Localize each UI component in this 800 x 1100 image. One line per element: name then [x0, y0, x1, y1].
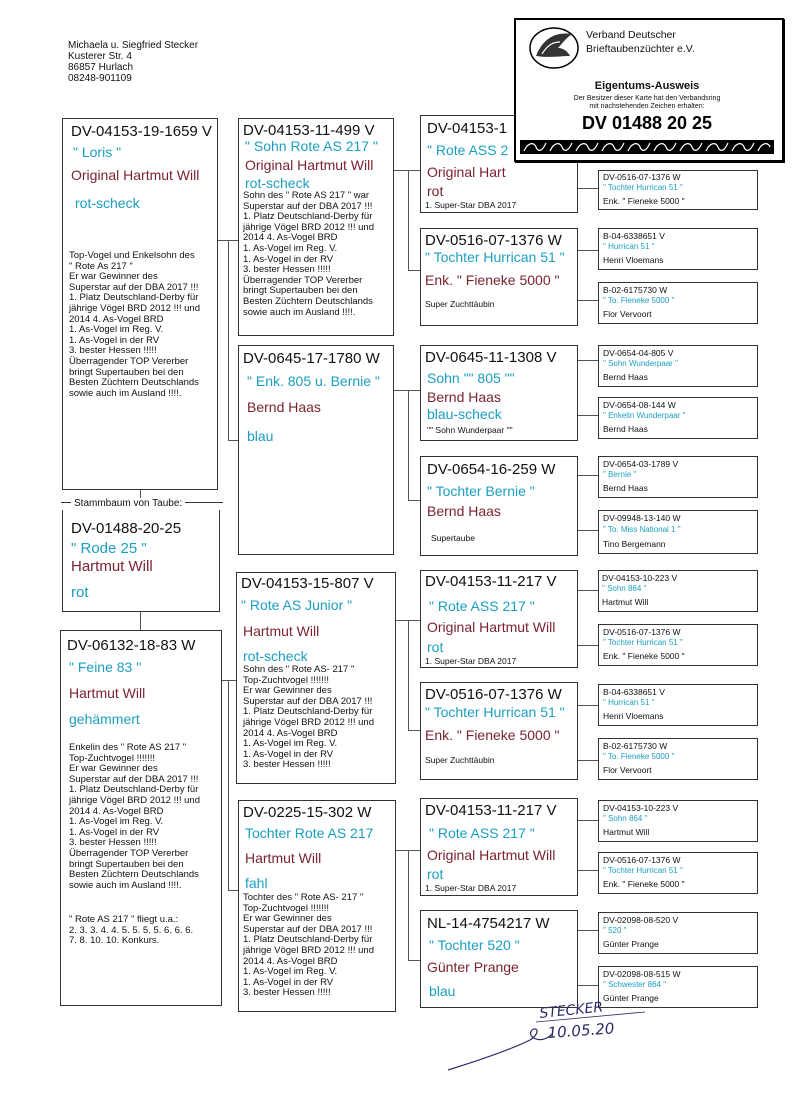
g3-breeder: Günter Prange — [427, 959, 519, 975]
g4-name: " Hurrican 51 " — [603, 242, 655, 251]
g3-ring: DV-0516-07-1376 W — [425, 232, 562, 249]
g4-box-7 — [598, 510, 758, 554]
subject-color: rot — [71, 584, 89, 601]
card-title: Eigentums-Ausweis — [594, 80, 700, 92]
g3-note: 1. Super-Star DBA 2017 — [425, 883, 517, 893]
g4-ring: DV-0516-07-1376 W — [603, 172, 681, 182]
subject-name: " Rode 25 " — [71, 540, 147, 557]
g4-ring: DV-0654-08-144 W — [603, 400, 676, 410]
connector-line — [394, 390, 420, 391]
svg-text:STECKER: STECKER — [538, 999, 604, 1022]
g4-name: " Tochter Hurrican 51 " — [603, 183, 683, 192]
g3-name: " Rote ASS 2 — [427, 142, 509, 158]
g4-ring: DV-0516-07-1376 W — [603, 855, 681, 865]
connector-line — [578, 415, 598, 416]
connector-line — [228, 680, 229, 890]
card-subtitle-line2: mit nachstehenden Zeichen erhalten: — [589, 103, 705, 110]
g3-ring: DV-04153-1 — [427, 120, 508, 137]
g3-breeder: Original Hart — [427, 164, 506, 180]
subject-breeder: Hartmut Will — [71, 558, 153, 575]
g3-name: " Tochter Hurrican 51 " — [425, 249, 565, 265]
g4-breeder: Bernd Haas — [603, 424, 648, 434]
g3-breeder: Original Hartmut Will — [427, 847, 556, 863]
mf-color: rot-scheck — [243, 648, 308, 664]
g3-ring: DV-04153-11-217 V — [425, 573, 557, 590]
g3-color: rot — [427, 866, 444, 882]
g4-breeder: Henri Vloemans — [603, 711, 664, 721]
g4-name: " Sohn Wunderpaar " — [603, 359, 678, 368]
father-notes: Top-Vogel und Enkelsohn des " Rote As 217 " Er war Gewinner des Superstar auf der DBA 2017 !!! 1. Platz Deutschland-Derby für jährige Vögel BRD 2012 !!! und 2014 4. As-Vogel BRD 1. As-Vogel im Reg. V. 1. As-Vogel in der RV 3. bester Hessen !!!!! Überragender TOP Vererber bringt Supertauben bei den Besten Züchtern Deutschlands sowie auch im Ausland !!!!. — [69, 250, 200, 399]
connector-line — [578, 820, 598, 821]
connector-line — [228, 890, 238, 891]
ownership-card — [514, 18, 784, 162]
g4-breeder: Enk. " Fieneke 5000 " — [603, 879, 685, 889]
g4-name: " Tochter Hurrican 51 " — [603, 866, 683, 875]
connector-line — [578, 188, 598, 189]
g4-ring: B-02-6175730 W — [603, 741, 668, 751]
card-ornament-band — [520, 140, 774, 154]
connector-line — [228, 240, 229, 440]
connector-line — [408, 390, 409, 500]
g4-breeder: Henri Vloemans — [603, 255, 664, 265]
fm-breeder: Bernd Haas — [247, 399, 321, 415]
connector-line — [578, 705, 598, 706]
connector-line — [578, 645, 598, 646]
g3-breeder: Enk. " Fieneke 5000 " — [425, 272, 560, 288]
connector-line — [140, 612, 141, 630]
dove-logo-icon — [528, 26, 580, 70]
mf-name: " Rote AS Junior " — [241, 597, 353, 613]
g4-name: " Enkelin Wunderpaar " — [603, 411, 686, 420]
connector-line — [578, 870, 598, 871]
father-color: rot-scheck — [75, 195, 140, 211]
connector-line — [408, 730, 420, 731]
connector-line — [578, 250, 598, 251]
g3-note: "" Sohn Wunderpaar "" — [427, 425, 513, 435]
connector-line — [408, 500, 420, 501]
g4-name: " Bernie " — [603, 470, 637, 479]
g4-ring: B-04-6338651 V — [603, 687, 665, 697]
g3-name: Sohn "" 805 "" — [427, 370, 515, 386]
g4-ring: DV-0654-03-1789 V — [603, 459, 679, 469]
g3-breeder: Bernd Haas — [427, 503, 501, 519]
subject-pigeon-box — [62, 498, 220, 612]
fm-box — [238, 345, 394, 555]
g4-breeder: Günter Prange — [603, 939, 659, 949]
g3-ring: NL-14-4754217 W — [427, 915, 550, 932]
g4-breeder: Günter Prange — [603, 993, 659, 1003]
g3-note: Super Zuchttäubin — [425, 755, 495, 765]
mother-box — [60, 630, 222, 1006]
connector-line — [408, 170, 409, 270]
mf-notes: Sohn des " Rote AS- 217 " Top-Zuchtvogel !!!!!!! Er war Gewinner des Superstar auf der DBA 2017 !!! 1. Platz Deutschland-Derby für jährige Vögel BRD 2012 !!! und 2014 4. As-Vogel BRD 1. As-Vogel im Reg. V. 1. As-Vogel in der RV 3. bester Hessen !!!!! — [243, 664, 374, 771]
g4-name: " Schwester 864 " — [603, 980, 667, 989]
ff-notes: Sohn des " Rote AS 217 " war Superstar auf der DBA 2017 !!! 1. Platz Deutschland-Derby für jährige Vögel BRD 2012 !!! und 2014 4. As-Vogel BRD 1. As-Vogel im Reg. V. 1. As-Vogel in der RV 3. bester Hessen !!!!! Überragender TOP Vererber bringt Supertauben bei den Besten Züchtern Deutschlands sowie auch im Ausland !!!!. — [243, 190, 374, 318]
g4-breeder: Hartmut Will — [603, 827, 650, 837]
mf-box — [236, 572, 396, 784]
g3-box-6 — [420, 682, 578, 780]
g3-ring: DV-04153-11-217 V — [425, 802, 557, 819]
connector-line — [578, 590, 598, 591]
g4-name: " To. Fieneke 5000 " — [603, 296, 675, 305]
g3-breeder: Original Hartmut Will — [427, 619, 556, 635]
g3-ring: DV-0654-16-259 W — [427, 461, 556, 478]
g4-name: " To. Miss National 1 " — [603, 525, 681, 534]
svg-text:10.05.20: 10.05.20 — [547, 1019, 615, 1042]
g4-box-5 — [598, 397, 758, 439]
connector-line — [578, 360, 598, 361]
g4-breeder: Flor Vervoort — [603, 309, 652, 319]
g4-box-4 — [598, 345, 758, 387]
g3-note: 1. Super-Star DBA 2017 — [425, 200, 517, 210]
g4-name: " Sohn 864 " — [602, 584, 647, 593]
connector-line — [394, 170, 420, 171]
g3-color: rot — [427, 183, 444, 199]
g4-ring: DV-0516-07-1376 W — [603, 627, 681, 637]
g3-breeder: Enk. " Fieneke 5000 " — [425, 727, 560, 743]
g3-box-3 — [420, 345, 578, 441]
connector-line — [228, 440, 238, 441]
fm-name: " Enk. 805 u. Bernie " — [247, 373, 380, 389]
g4-name: " Sohn 864 " — [603, 814, 648, 823]
card-org-line2: Brieftaubenzüchter e.V. — [586, 43, 695, 55]
g3-box-4 — [420, 456, 578, 556]
g4-box-10 — [598, 684, 758, 726]
g4-box-12 — [598, 800, 758, 842]
owner-address — [68, 40, 198, 84]
mm-breeder: Hartmut Will — [245, 850, 322, 866]
g4-box-6 — [598, 456, 758, 498]
g4-breeder: Hartmut Will — [602, 597, 649, 607]
g4-box-13 — [598, 852, 758, 894]
card-subtitle-line1: Der Besitzer dieser Karte hat den Verbandsring — [573, 95, 721, 102]
owner-name: Michaela u. Siegfried Stecker — [68, 40, 199, 51]
g3-ring: DV-0516-07-1376 W — [425, 686, 562, 703]
ff-name: " Sohn Rote AS 217 " — [245, 138, 378, 154]
father-name: " Loris " — [73, 144, 122, 160]
ff-color: rot-scheck — [245, 175, 310, 191]
g4-box-11 — [598, 738, 758, 780]
g3-color: rot — [427, 639, 444, 655]
connector-line — [394, 620, 420, 621]
g4-box-8 — [598, 570, 758, 612]
g3-name: " Rote ASS 217 " — [429, 598, 535, 614]
connector-line — [578, 530, 598, 531]
g4-ring: DV-04153-10-223 V — [602, 573, 678, 583]
g3-ring: DV-0645-11-1308 V — [425, 349, 557, 366]
g4-box-1 — [598, 170, 758, 210]
mm-notes: Tochter des " Rote AS- 217 " Top-Zuchtvogel !!!!!!! Er war Gewinner des Superstar auf der DBA 2017 !!! 1. Platz Deutschland-Derby für jährige Vögel BRD 2012 !!! und 2014 4. As-Vogel BRD 1. As-Vogel im Reg. V. 1. As-Vogel in der RV 3. bester Hessen !!!!! — [243, 892, 374, 999]
g4-ring: DV-09948-13-140 W — [603, 513, 681, 523]
g3-color: blau — [429, 983, 456, 999]
connector-line — [578, 760, 598, 761]
mother-notes-results: " Rote AS 217 " fliegt u.a.: 2. 3. 3. 4. 4. 5. 5. 5. 5. 6. 6. 6. 7. 8. 10. 10. Konkurs. — [69, 914, 194, 947]
pedigree-caption: Stammbaum von Taube: — [71, 498, 185, 509]
g3-name: " Rote ASS 217 " — [429, 825, 535, 841]
mm-color: fahl — [245, 875, 268, 891]
g4-ring: DV-02098-08-515 W — [603, 969, 681, 979]
connector-line — [578, 930, 598, 931]
subject-ring: DV-01488-20-25 — [71, 520, 182, 537]
g4-breeder: Enk. " Fieneke 5000 " — [603, 196, 685, 206]
card-org-line1: Verband Deutscher — [586, 29, 676, 41]
g4-breeder: Bernd Haas — [603, 372, 648, 382]
g3-note: 1. Super-Star DBA 2017 — [425, 656, 517, 666]
owner-city: 86857 Hurlach — [68, 62, 134, 73]
connector-line — [578, 985, 598, 986]
owner-phone: 08248-901109 — [68, 73, 132, 84]
owner-street: Kusterer Str. 4 — [68, 51, 132, 62]
g3-color: blau-scheck — [427, 406, 502, 422]
father-ring: DV-04153-19-1659 V — [71, 123, 212, 140]
mother-breeder: Hartmut Will — [69, 685, 146, 701]
g4-ring: DV-02098-08-520 V — [603, 915, 679, 925]
mm-box — [238, 800, 396, 1012]
card-org — [586, 28, 695, 56]
fm-color: blau — [247, 428, 274, 444]
ff-breeder: Original Hartmut Will — [245, 157, 374, 173]
fm-ring: DV-0645-17-1780 W — [243, 350, 380, 367]
mother-ring: DV-06132-18-83 W — [67, 637, 196, 654]
g4-name: " 520 " — [603, 926, 627, 935]
g4-breeder: Tino Bergemann — [603, 539, 666, 549]
g3-name: " Tochter 520 " — [429, 937, 520, 953]
mm-ring: DV-0225-15-302 W — [243, 804, 372, 821]
g4-name: " Hurrican 51 " — [603, 698, 655, 707]
g3-breeder: Bernd Haas — [427, 389, 501, 405]
g4-name: " To. Fieneke 5000 " — [603, 752, 675, 761]
mf-ring: DV-04153-15-807 V — [241, 575, 374, 592]
mf-breeder: Hartmut Will — [243, 623, 320, 639]
g3-name: " Tochter Hurrican 51 " — [425, 704, 565, 720]
g4-ring: DV-04153-10-223 V — [603, 803, 679, 813]
g4-breeder: Enk. " Fieneke 5000 " — [603, 651, 685, 661]
g4-box-14 — [598, 912, 758, 954]
g3-name: " Tochter Bernie " — [427, 483, 535, 499]
g4-box-9 — [598, 624, 758, 666]
mother-notes: Enkelin des " Rote AS 217 " Top-Zuchtvogel !!!!!!! Er war Gewinner des Superstar auf der DBA 2017 !!! 1. Platz Deutschland-Derby für jährige Vögel BRD 2012 !!! und 2014 4. As-Vogel BRD 1. As-Vogel im Reg. V. 1. As-Vogel in der RV 3. bester Hessen !!!!! Überragender TOP Vererber bringt Supertauben bei den Besten Züchtern Deutschlands sowie auch im Ausland !!!!. — [69, 742, 200, 891]
mm-name: Tochter Rote AS 217 — [245, 825, 374, 841]
g3-note: Supertaube — [431, 533, 475, 543]
g3-box-7 — [420, 798, 578, 896]
g4-ring: B-04-6338651 V — [603, 231, 665, 241]
ff-ring: DV-04153-11-499 V — [243, 122, 375, 139]
g3-note: Super Zuchttäubin — [425, 299, 495, 309]
father-breeder: Original Hartmut Will — [71, 167, 200, 183]
card-subtitle — [516, 95, 778, 111]
g4-ring: DV-0654-04-805 V — [603, 348, 674, 358]
g3-box-2 — [420, 228, 578, 326]
ff-box — [238, 118, 394, 336]
g4-box-3 — [598, 282, 758, 324]
connector-line — [408, 960, 420, 961]
connector-line — [578, 300, 598, 301]
g4-breeder: Flor Vervoort — [603, 765, 652, 775]
connector-line — [408, 850, 409, 960]
card-header — [516, 20, 778, 76]
g4-ring: B-02-6175730 W — [603, 285, 668, 295]
mother-name: " Feine 83 " — [69, 659, 142, 675]
connector-line — [578, 475, 598, 476]
handwritten-signature — [440, 990, 660, 1080]
g4-breeder: Bernd Haas — [603, 483, 648, 493]
connector-line — [408, 270, 420, 271]
mother-color: gehämmert — [69, 711, 140, 727]
g3-box-5 — [420, 570, 578, 668]
g4-name: " Tochter Hurrican 51 " — [603, 638, 683, 647]
father-box — [62, 118, 218, 490]
card-ring-number: DV 01488 20 25 — [581, 113, 713, 133]
g4-box-2 — [598, 228, 758, 270]
connector-line — [408, 620, 409, 730]
